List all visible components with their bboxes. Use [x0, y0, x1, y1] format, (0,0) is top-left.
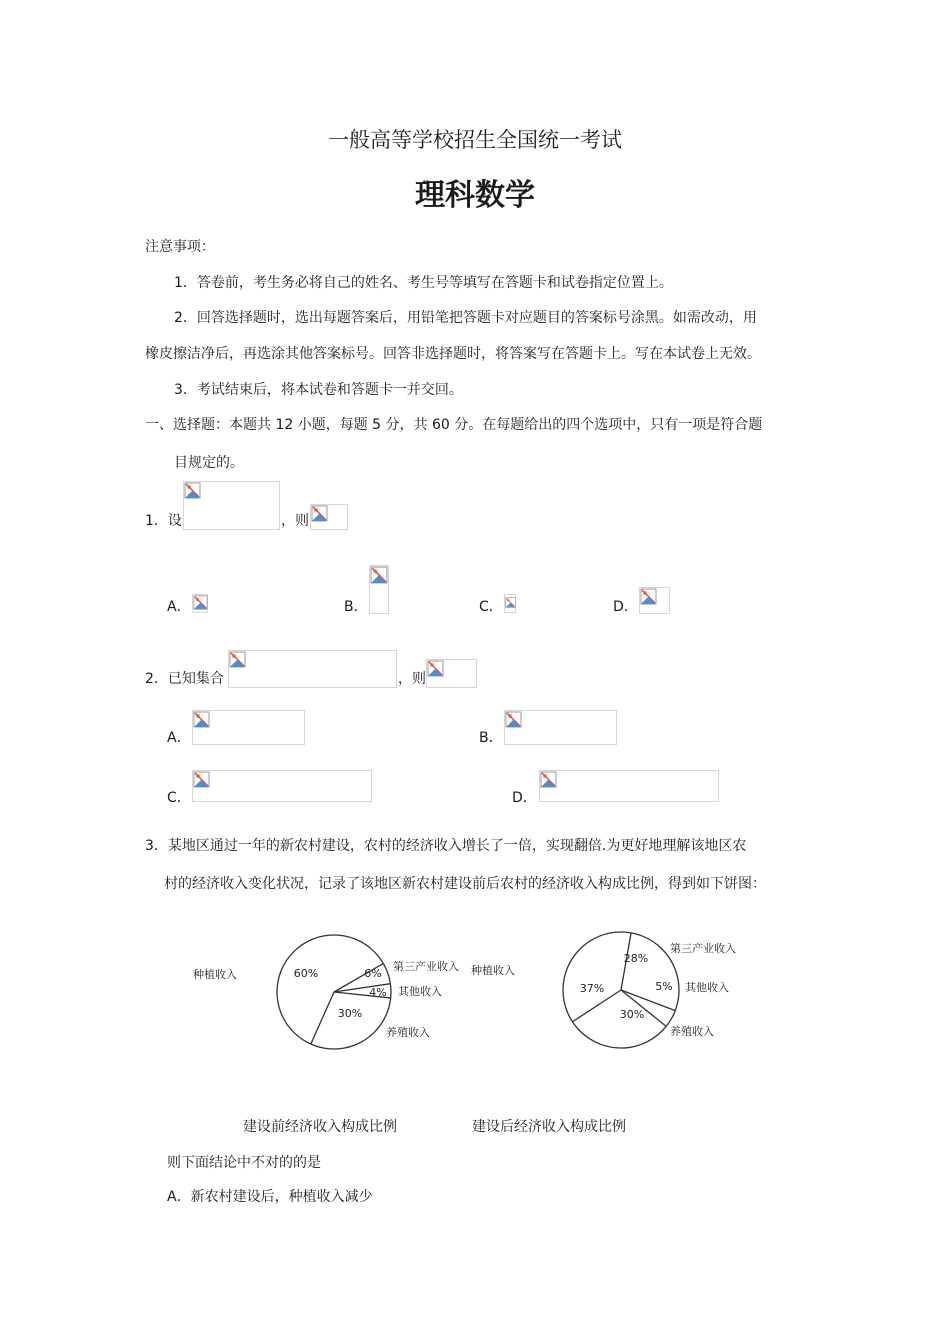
- broken-image-icon: [540, 771, 557, 788]
- q1-middle: ，则: [281, 513, 309, 529]
- q2-option-a-label: A．: [167, 730, 191, 746]
- broken-image-icon: [311, 505, 328, 522]
- notice-item-3: 3．考试结束后，将本试卷和答题卡一并交回。: [174, 382, 463, 398]
- broken-image-icon: [505, 711, 522, 728]
- pie-percent-label: 37%: [579, 982, 605, 995]
- q2-middle: ，则: [398, 671, 426, 687]
- q2-option-b-label: B．: [479, 730, 503, 746]
- q1-option-a-label: A．: [167, 599, 191, 615]
- q2-result-image: [426, 659, 477, 688]
- pie-category-label: 养殖收入: [386, 1026, 430, 1039]
- pie-category-label: 其他收入: [685, 981, 729, 994]
- pie-chart-before: [193, 935, 459, 1049]
- pie-percent-label: 30%: [337, 1007, 363, 1020]
- broken-image-icon: [229, 651, 246, 668]
- pie-category-label: 种植收入: [471, 964, 515, 977]
- pie-percent-label: 6%: [364, 967, 382, 980]
- q2-set-image: [228, 650, 397, 688]
- broken-image-icon: [640, 588, 657, 605]
- pie-charts: [0, 922, 950, 1072]
- pie-percent-label: 60%: [293, 967, 319, 980]
- pie-category-label: 第三产业收入: [393, 960, 459, 973]
- broken-image-icon: [370, 566, 388, 584]
- exam-subject: 理科数学: [415, 178, 535, 213]
- q3-option-a: A．新农村建设后，种植收入减少: [167, 1189, 373, 1205]
- pie-category-label: 其他收入: [398, 985, 442, 998]
- q1-formula-image: [183, 481, 280, 530]
- exam-title: 一般高等学校招生全国统一考试: [328, 128, 622, 152]
- pie-chart-after: [471, 932, 736, 1048]
- q3-stem-line-2: 村的经济收入变化状况，记录了该地区新农村建设前后农村的经济收入构成比例，得到如下饼图：: [164, 876, 766, 892]
- q1-option-c-image: [504, 594, 516, 613]
- q1-prefix: 1．设: [145, 513, 182, 529]
- q2-option-d-image: [539, 770, 719, 802]
- broken-image-icon: [184, 482, 201, 499]
- q2-option-c-label: C．: [167, 790, 191, 806]
- section-1-intro-line-1: 一、选择题：本题共 12 小题，每题 5 分，共 60 分。在每题给出的四个选项中，只有一项是符合题: [145, 417, 763, 433]
- q3-stem-line-1: 3．某地区通过一年的新农村建设，农村的经济收入增长了一倍，实现翻倍.为更好地理解该地区农: [145, 838, 747, 854]
- caption-before: 建设前经济收入构成比例: [243, 1119, 397, 1135]
- pie-percent-label: 4%: [369, 986, 387, 999]
- pie-percent-label: 5%: [655, 980, 673, 993]
- q1-option-d-image: [639, 587, 670, 614]
- pie-category-label: 第三产业收入: [670, 942, 736, 955]
- pie-percent-label: 28%: [623, 952, 649, 965]
- broken-image-icon: [193, 595, 208, 610]
- pie-percent-label: 30%: [619, 1008, 645, 1021]
- section-1-intro-line-2: 目规定的。: [174, 455, 244, 471]
- notice-heading: 注意事项：: [145, 239, 215, 255]
- pie-category-label: 种植收入: [193, 968, 237, 981]
- q1-option-b-label: B．: [344, 599, 368, 615]
- q2-option-b-image: [504, 710, 617, 745]
- caption-after: 建设后经济收入构成比例: [472, 1119, 626, 1135]
- pie-category-label: 养殖收入: [670, 1025, 714, 1038]
- q2-option-c-image: [192, 770, 372, 802]
- q2-prefix: 2．已知集合: [145, 671, 224, 687]
- q3-question: 则下面结论中不对的的是: [167, 1155, 321, 1171]
- broken-image-icon: [193, 711, 210, 728]
- q1-option-c-label: C．: [479, 599, 503, 615]
- q1-result-image: [310, 504, 348, 530]
- notice-item-1: 1．答卷前，考生务必将自己的姓名、考生号等填写在答题卡和试卷指定位置上。: [174, 275, 673, 291]
- notice-item-2-line-2: 橡皮擦洁净后，再选涂其他答案标号。回答非选择题时，将答案写在答题卡上。写在本试卷上无效。: [145, 346, 761, 362]
- q1-option-a-image: [192, 594, 208, 613]
- broken-image-icon: [505, 595, 516, 610]
- q2-option-d-label: D．: [512, 790, 537, 806]
- broken-image-icon: [427, 660, 444, 677]
- q2-option-a-image: [192, 710, 305, 745]
- q1-option-b-image: [369, 565, 389, 614]
- q1-option-d-label: D．: [613, 599, 638, 615]
- notice-item-2-line-1: 2．回答选择题时，选出每题答案后，用铅笔把答题卡对应题目的答案标号涂黑。如需改动，用: [174, 310, 757, 326]
- broken-image-icon: [193, 771, 210, 788]
